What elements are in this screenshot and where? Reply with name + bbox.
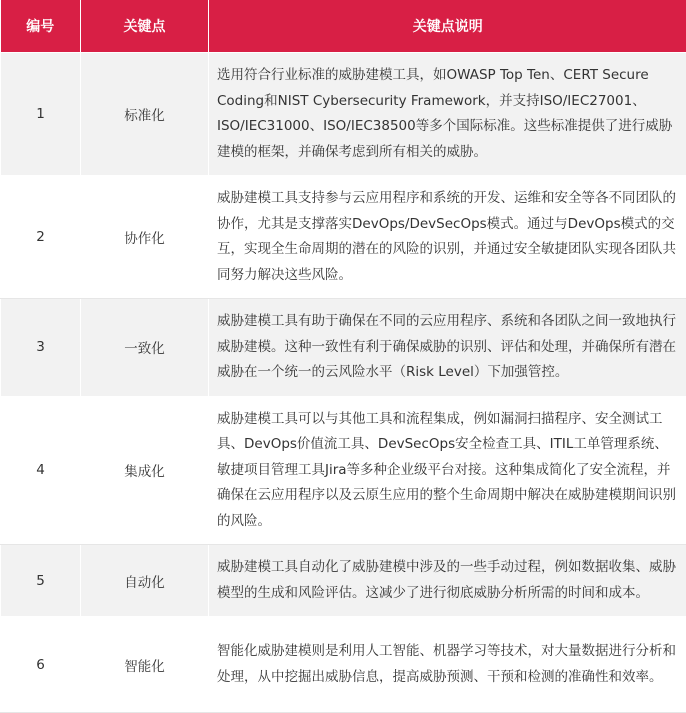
row-key-point: 智能化	[81, 617, 209, 713]
header-description: 关键点说明	[209, 0, 686, 53]
table-row	[1, 299, 686, 397]
table-row	[1, 53, 686, 176]
table-row	[1, 176, 686, 299]
row-description: 威胁建模工具自动化了威胁建模中涉及的一些手动过程，例如数据收集、威胁模型的生成和风险评估。这减少了进行彻底威胁分析所需的时间和成本。	[209, 545, 686, 617]
row-number: 4	[1, 396, 81, 545]
table-row	[1, 545, 686, 617]
header-number: 编号	[1, 0, 81, 53]
row-key-point: 协作化	[81, 176, 209, 299]
row-description: 威胁建模工具支持参与云应用程序和系统的开发、运维和安全等各不同团队的协作，尤其是支撑落实DevOps/DevSecOps模式。通过与DevOps模式的交互，实现全生命周期的潜在的风险的识别，并通过安全敏捷团队实现各团队共同努力解决这些风险。	[209, 176, 686, 299]
row-description: 智能化威胁建模则是利用人工智能、机器学习等技术，对大量数据进行分析和处理，从中挖掘出威胁信息，提高威胁预测、干预和检测的准确性和效率。	[209, 617, 686, 713]
row-key-point: 集成化	[81, 396, 209, 545]
table-row	[1, 396, 686, 545]
table-row	[1, 617, 686, 713]
table-header-row	[1, 0, 686, 53]
row-description: 选用符合行业标准的威胁建模工具，如OWASP Top Ten、CERT Secure Coding和NIST Cybersecurity Framework，并支持ISO/IEC27001、ISO/IEC31000、ISO/IEC38500等多个国际标准。这些标准提供了进行威胁建模的框架，并确保考虑到所有相关的威胁。	[209, 53, 686, 176]
row-key-point: 一致化	[81, 299, 209, 397]
row-number: 1	[1, 53, 81, 176]
row-number: 2	[1, 176, 81, 299]
row-number: 6	[1, 617, 81, 713]
row-description: 威胁建模工具有助于确保在不同的云应用程序、系统和各团队之间一致地执行威胁建模。这种一致性有利于确保威胁的识别、评估和处理，并确保所有潜在威胁在一个统一的云风险水平（Risk Level）下加强管控。	[209, 299, 686, 397]
row-number: 3	[1, 299, 81, 397]
row-number: 5	[1, 545, 81, 617]
header-key-point: 关键点	[81, 0, 209, 53]
row-key-point: 自动化	[81, 545, 209, 617]
row-key-point: 标准化	[81, 53, 209, 176]
row-description: 威胁建模工具可以与其他工具和流程集成，例如漏洞扫描程序、安全测试工具、DevOps价值流工具、DevSecOps安全检查工具、ITIL工单管理系统、敏捷项目管理工具Jira等多种企业级平台对接。这种集成简化了安全流程，并确保在云应用程序以及云原生应用的整个生命周期中解决在威胁建模期间识别的风险。	[209, 396, 686, 545]
